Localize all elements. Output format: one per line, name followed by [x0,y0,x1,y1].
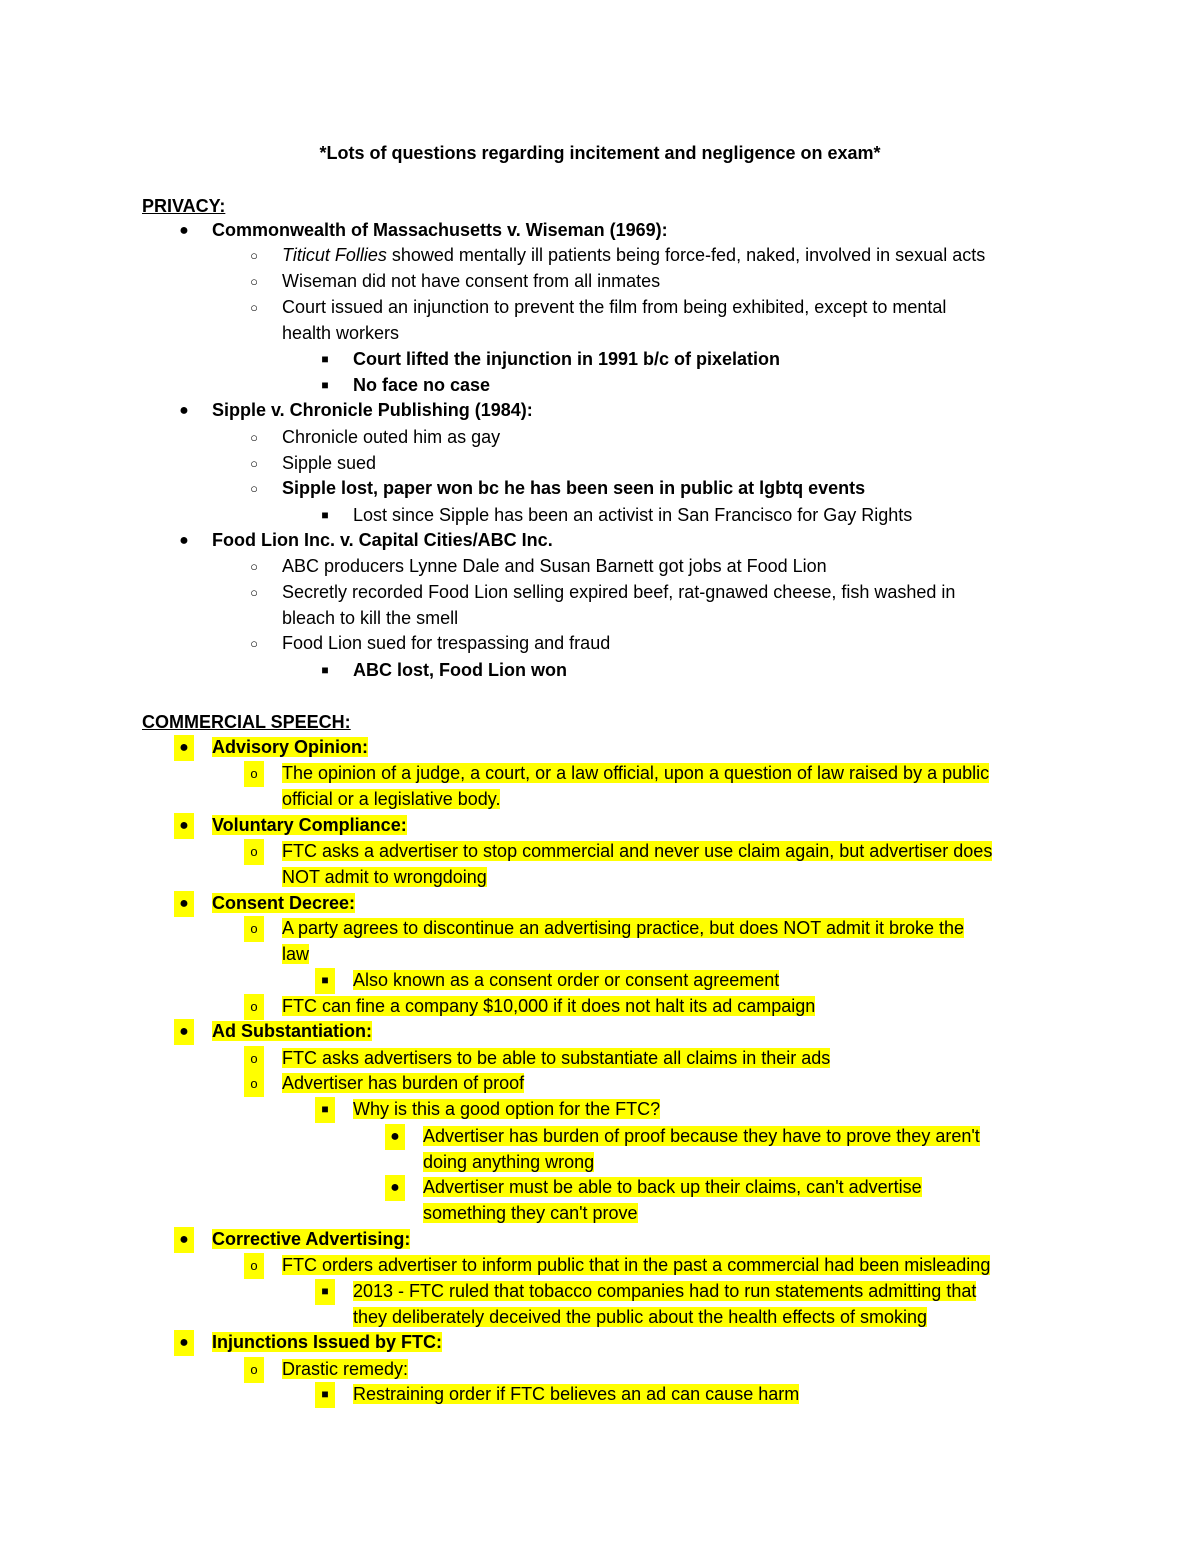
bullet-icon: ● [179,532,189,549]
list-item: o FTC orders advertiser to inform public that in the past a commercial had been misleading [282,1253,990,1279]
list-item: ■ No face no case [353,373,490,399]
term-corrective-advertising: ● Corrective Advertising: [212,1227,410,1253]
bullet-icon: o [244,916,264,942]
bullet-icon: o [244,1253,264,1279]
hollow-bullet-icon: ○ [250,481,258,496]
bullet-icon: ● [179,402,189,419]
list-item: ● Advertiser must be able to back up their claims, can't advertise something they can't prove [423,1175,922,1226]
hollow-bullet-icon: ○ [250,456,258,471]
hollow-bullet-icon: ○ [250,274,258,289]
list-item: ■ Why is this a good option for the FTC? [353,1097,660,1123]
bullet-icon: o [244,839,264,865]
bullet-icon: ● [174,891,194,917]
bullet-icon: ● [174,813,194,839]
list-item: ■ Lost since Sipple has been an activist in San Francisco for Gay Rights [353,503,912,529]
list-item: ○ Sipple lost, paper won bc he has been seen in public at lgbtq events [282,476,865,502]
hollow-bullet-icon: ○ [250,585,258,600]
list-item: ○ Sipple sued [282,451,376,477]
bullet-icon: o [244,994,264,1020]
case-wiseman: ● Commonwealth of Massachusetts v. Wiseman (1969): [212,218,668,244]
list-item: ○ Chronicle outed him as gay [282,425,500,451]
bullet-icon: ● [174,1330,194,1356]
bullet-icon: o [244,1046,264,1072]
hollow-bullet-icon: ○ [250,300,258,315]
list-item: ○ Food Lion sued for trespassing and fraud [282,631,610,657]
bullet-icon: ● [385,1175,405,1201]
square-bullet-icon: ■ [315,968,335,994]
list-item: o The opinion of a judge, a court, or a law official, upon a question of law raised by a public official or a legislative body. [282,761,989,812]
case-food-lion: ● Food Lion Inc. v. Capital Cities/ABC Inc. [212,528,553,554]
bullet-icon: o [244,1071,264,1097]
square-bullet-icon: ■ [321,663,329,677]
hollow-bullet-icon: ○ [250,559,258,574]
list-item: o Advertiser has burden of proof [282,1071,524,1097]
term-voluntary-compliance: ● Voluntary Compliance: [212,813,407,839]
case-sipple: ● Sipple v. Chronicle Publishing (1984): [212,398,533,424]
list-item: ○ Secretly recorded Food Lion selling expired beef, rat-gnawed cheese, fish washed in bleach to kill the smell [282,580,955,631]
list-item: o A party agrees to discontinue an advertising practice, but does NOT admit it broke the law [282,916,964,967]
square-bullet-icon: ■ [315,1382,335,1408]
list-item: ■ Court lifted the injunction in 1991 b/c of pixelation [353,347,780,373]
bullet-icon: ● [174,1227,194,1253]
square-bullet-icon: ■ [321,508,329,522]
bullet-icon: o [244,761,264,787]
hollow-bullet-icon: ○ [250,636,258,651]
list-item: ■ ABC lost, Food Lion won [353,658,567,684]
bullet-icon: ● [174,735,194,761]
list-item: o FTC asks a advertiser to stop commercial and never use claim again, but advertiser does NOT admit to wrongdoing [282,839,992,890]
bullet-icon: o [244,1357,264,1383]
hollow-bullet-icon: ○ [250,430,258,445]
list-item: ■ 2013 - FTC ruled that tobacco companies had to run statements admitting that they deliberately deceived the public about the health effects of smoking [353,1279,976,1330]
list-item: ○ ABC producers Lynne Dale and Susan Barnett got jobs at Food Lion [282,554,827,580]
list-item: o Drastic remedy: [282,1357,408,1383]
bullet-icon: ● [179,222,189,239]
commercial-speech-heading: COMMERCIAL SPEECH: [142,712,351,732]
hollow-bullet-icon: ○ [250,248,258,263]
list-item: ● Advertiser has burden of proof because they have to prove they aren't doing anything wrong [423,1124,980,1175]
bullet-icon: ● [385,1124,405,1150]
list-item: o FTC can fine a company $10,000 if it does not halt its ad campaign [282,994,815,1020]
privacy-heading: PRIVACY: [142,196,226,216]
list-item: ○ Court issued an injunction to prevent the film from being exhibited, except to mental health workers [282,295,946,346]
term-consent-decree: ● Consent Decree: [212,891,355,917]
list-item: ○ Titicut Follies showed mentally ill patients being force-fed, naked, involved in sexual acts [282,243,985,269]
list-item: o FTC asks advertisers to be able to substantiate all claims in their ads [282,1046,830,1072]
square-bullet-icon: ■ [321,378,329,392]
square-bullet-icon: ■ [321,352,329,366]
list-item: ○ Wiseman did not have consent from all inmates [282,269,660,295]
list-item: ■ Restraining order if FTC believes an ad can cause harm [353,1382,799,1408]
square-bullet-icon: ■ [315,1097,335,1123]
term-ad-substantiation: ● Ad Substantiation: [212,1019,372,1045]
square-bullet-icon: ■ [315,1279,335,1305]
bullet-icon: ● [174,1019,194,1045]
term-injunctions: ● Injunctions Issued by FTC: [212,1330,442,1356]
list-item: ■ Also known as a consent order or consent agreement [353,968,779,994]
term-advisory-opinion: ● Advisory Opinion: [212,735,368,761]
page-title: *Lots of questions regarding incitement and negligence on exam* [319,143,881,163]
